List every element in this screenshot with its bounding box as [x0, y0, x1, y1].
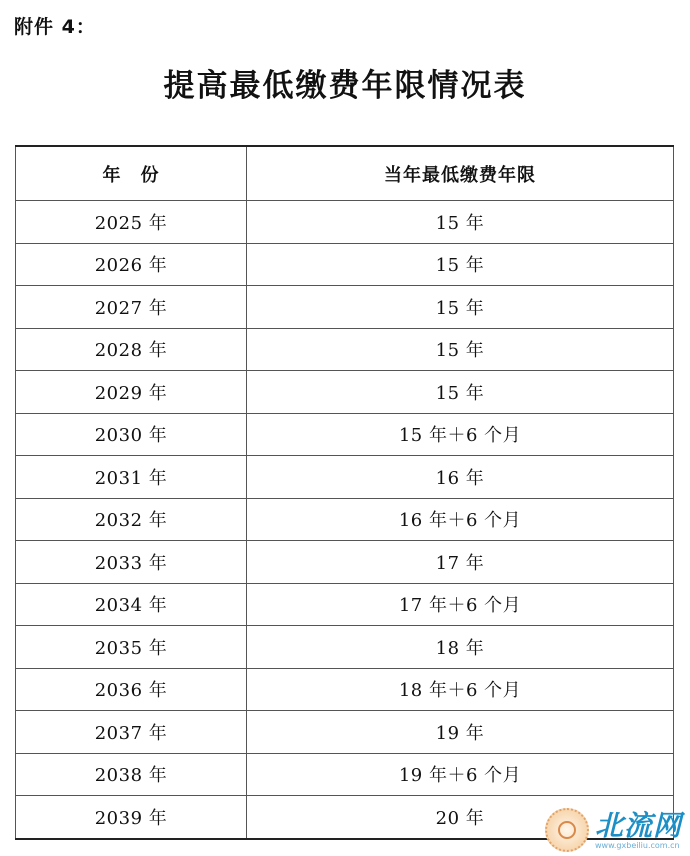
- min-years-cell: 15 年: [247, 201, 674, 244]
- year-cell: 2036 年: [16, 668, 247, 711]
- table-row: [16, 498, 674, 541]
- year-cell: 2033 年: [16, 541, 247, 584]
- year-cell: 2035 年: [16, 626, 247, 669]
- table-row: [16, 541, 674, 584]
- year-cell: 2038 年: [16, 753, 247, 796]
- min-years-cell: 16 年＋6 个月: [247, 498, 674, 541]
- min-years-cell: 15 年: [247, 328, 674, 371]
- min-years-cell: 15 年: [247, 286, 674, 329]
- table-row: [16, 328, 674, 371]
- table-body: [16, 201, 674, 839]
- table-row: [16, 286, 674, 329]
- table-header-row: [16, 146, 674, 201]
- year-cell: 2039 年: [16, 796, 247, 839]
- min-years-cell: 17 年＋6 个月: [247, 583, 674, 626]
- year-cell: 2030 年: [16, 413, 247, 456]
- header-year: 年 份: [16, 146, 247, 201]
- page-title: 提高最低缴费年限情况表: [163, 68, 527, 104]
- table-row: [16, 711, 674, 754]
- year-cell: 2025 年: [16, 201, 247, 244]
- site-watermark: [545, 808, 682, 852]
- min-years-cell: 19 年: [247, 711, 674, 754]
- min-years-cell: 15 年: [247, 243, 674, 286]
- min-years-cell: 18 年: [247, 626, 674, 669]
- table-row: [16, 753, 674, 796]
- table-row: [16, 583, 674, 626]
- year-cell: 2029 年: [16, 371, 247, 414]
- year-cell: 2026 年: [16, 243, 247, 286]
- table-row: [16, 371, 674, 414]
- min-years-cell: 19 年＋6 个月: [247, 753, 674, 796]
- year-cell: 2037 年: [16, 711, 247, 754]
- min-years-cell: 18 年＋6 个月: [247, 668, 674, 711]
- attachment-label: 附件 4：: [14, 16, 96, 38]
- year-cell: 2031 年: [16, 456, 247, 499]
- min-years-cell: 15 年＋6 个月: [247, 413, 674, 456]
- table-row: [16, 456, 674, 499]
- min-years-cell: 16 年: [247, 456, 674, 499]
- table-row: [16, 201, 674, 244]
- table-row: [16, 626, 674, 669]
- min-years-cell: 20 年: [247, 796, 674, 839]
- year-cell: 2027 年: [16, 286, 247, 329]
- min-years-cell: 17 年: [247, 541, 674, 584]
- table-row: [16, 668, 674, 711]
- header-min-years: 当年最低缴费年限: [247, 146, 674, 201]
- watermark-url: www.gxbeiliu.com.cn: [594, 840, 680, 850]
- year-cell: 2028 年: [16, 328, 247, 371]
- watermark-name: 北流网: [594, 808, 682, 842]
- min-years-cell: 15 年: [247, 371, 674, 414]
- table-row: [16, 243, 674, 286]
- year-cell: 2032 年: [16, 498, 247, 541]
- seal-logo-icon: [545, 808, 589, 852]
- year-cell: 2034 年: [16, 583, 247, 626]
- table-row: [16, 413, 674, 456]
- contribution-years-table: [15, 145, 674, 840]
